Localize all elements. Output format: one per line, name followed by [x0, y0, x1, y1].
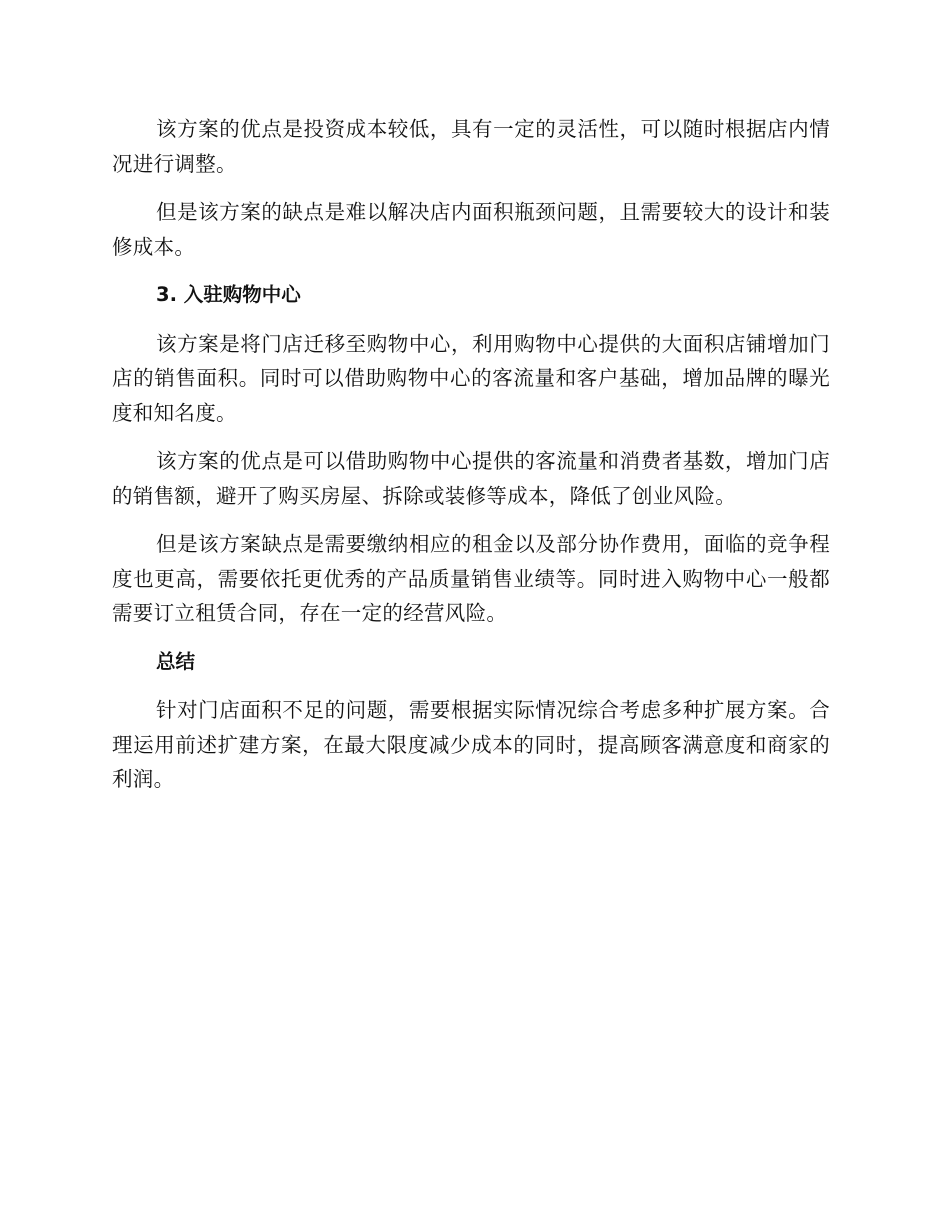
paragraph-summary: 针对门店面积不足的问题，需要根据实际情况综合考虑多种扩展方案。合理运用前述扩建方案，在最大限度减少成本的同时，提高顾客满意度和商家的利润。	[112, 698, 830, 791]
paragraph-shopping-center-disadvantages: 但是该方案缺点是需要缴纳相应的租金以及部分协作费用，面临的竞争程度也更高，需要依托更优秀的产品质量销售业绩等。同时进入购物中心一般都需要订立租赁合同，存在一定的经营风险。	[112, 532, 830, 625]
document-page	[112, 112, 830, 811]
paragraph-disadvantages-renovation: 但是该方案的缺点是难以解决店内面积瓶颈问题，且需要较大的设计和装修成本。	[112, 200, 830, 259]
paragraph-advantages-renovation: 该方案的优点是投资成本较低，具有一定的灵活性，可以随时根据店内情况进行调整。	[112, 117, 830, 176]
section-heading-summary: 总结	[156, 649, 196, 673]
paragraph-shopping-center-plan: 该方案是将门店迁移至购物中心，利用购物中心提供的大面积店铺增加门店的销售面积。同时可以借助购物中心的客流量和客户基础，增加品牌的曝光度和知名度。	[112, 331, 830, 425]
section-heading-shopping-center: 3. 入驻购物中心	[156, 283, 301, 306]
paragraph-shopping-center-advantages: 该方案的优点是可以借助购物中心提供的客流量和消费者基数，增加门店的销售额，避开了购买房屋、拆除或装修等成本，降低了创业风险。	[112, 449, 830, 508]
